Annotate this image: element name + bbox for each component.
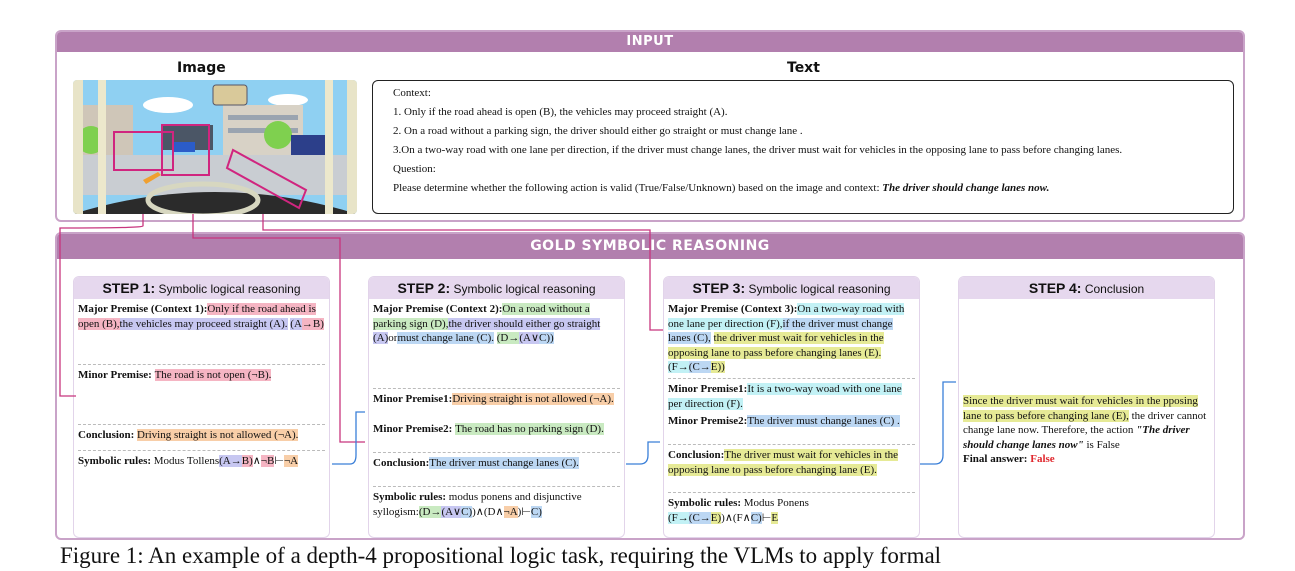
text-segment: (A∨	[519, 332, 540, 344]
text-segment: Since the driver must wait for vehicles in the pposing lane to pass before changing lane (E),	[963, 395, 1198, 422]
step-header	[664, 277, 919, 299]
step-1-card	[73, 276, 330, 538]
reasoning-section	[373, 487, 620, 519]
section-label: Major Premise (Context 2):	[373, 303, 503, 315]
text-segment: (C→	[688, 511, 711, 524]
step-header	[74, 277, 329, 299]
text-segment: Modus Tollens	[153, 455, 220, 467]
step-number: STEP 1:	[102, 280, 156, 296]
step-header	[959, 277, 1214, 299]
gold-header: GOLD SYMBOLIC REASONING	[57, 234, 1243, 259]
section-label: Conclusion:	[668, 449, 725, 461]
text-segment: must change lane (C).	[397, 332, 494, 344]
text-segment: (D→	[496, 332, 520, 344]
question-label: Question:	[393, 163, 436, 175]
text-segment: E	[771, 511, 779, 524]
text-label: Text	[787, 60, 820, 76]
driving-scene-image	[73, 80, 357, 214]
text-segment: The road is not open (¬B).	[154, 369, 272, 381]
step-title: Conclusion	[1084, 282, 1145, 296]
section-label: Minor Premise1:	[373, 393, 453, 405]
text-segment: )∧(F∧	[721, 511, 751, 524]
text-segment: The driver must change lanes (C) .	[747, 415, 900, 427]
final-answer-label: Final answer:	[963, 453, 1031, 465]
context-line: 2. On a road without a parking sign, the driver should either go straight or must change lane .	[393, 125, 803, 137]
text-segment: ∧	[252, 455, 261, 467]
section-label: Minor Premise2:	[373, 423, 456, 435]
text-segment: ¬A	[283, 455, 299, 467]
text-segment: )⊢	[517, 505, 531, 518]
text-segment: Only if the road ahead is open (B),	[78, 303, 316, 330]
section-label: Major Premise (Context 3):	[668, 303, 798, 315]
reasoning-section	[78, 365, 325, 421]
step-number: STEP 3:	[692, 280, 746, 296]
text-segment: The road has no parking sign (D).	[455, 423, 604, 435]
final-answer-value: False	[1030, 453, 1055, 465]
step-number: STEP 4:	[1028, 280, 1082, 296]
section-label: Symbolic rules:	[78, 455, 154, 467]
text-segment: C))	[539, 332, 554, 344]
text-segment: if the driver must change lanes (C),	[668, 317, 893, 344]
text-segment: C)	[750, 511, 762, 524]
step-title: Symbolic logical reasoning	[158, 282, 301, 296]
context-line: 1. Only if the road ahead is open (B), the vehicles may proceed straight (A).	[393, 106, 728, 118]
reasoning-section	[373, 389, 620, 419]
text-segment: ¬A	[503, 505, 518, 518]
reasoning-section	[668, 379, 915, 411]
reasoning-section	[668, 493, 915, 525]
section-label: Conclusion:	[78, 429, 137, 441]
step-number: STEP 2:	[397, 280, 451, 296]
section-label: Minor Premise2:	[668, 415, 748, 427]
reasoning-section	[668, 411, 915, 441]
step-header	[369, 277, 624, 299]
text-segment: E))	[710, 361, 725, 373]
reasoning-section	[373, 299, 620, 385]
text-segment: (C→	[688, 361, 711, 373]
step-title: Symbolic logical reasoning	[748, 282, 891, 296]
context-text-box	[372, 80, 1234, 214]
text-segment: Driving straight is not allowed (¬A).	[137, 429, 299, 441]
text-segment: )∧(D∧	[472, 505, 504, 518]
step-2-card	[368, 276, 625, 538]
text-segment: the driver cannot change lane now. Therefore, the action	[963, 409, 1207, 436]
section-label: Symbolic rules:	[373, 491, 449, 503]
question-action: The driver should change lanes now.	[882, 182, 1050, 194]
figure-caption: Figure 1: An example of a depth-4 propositional logic task, requiring the VLMs to apply formal	[60, 543, 942, 568]
text-segment: the driver should either go straight (A)	[373, 317, 601, 344]
text-segment: E)	[710, 511, 722, 524]
text-segment: or	[388, 332, 398, 344]
context-line: Context:	[393, 87, 431, 99]
text-segment: B)	[241, 455, 253, 467]
text-segment: ⊢	[761, 511, 772, 524]
reasoning-section	[373, 419, 620, 449]
section-label: Symbolic rules:	[668, 497, 744, 509]
text-segment: (D→	[418, 505, 442, 518]
section-label: Major Premise (Context 1):	[78, 303, 208, 315]
question-text	[393, 179, 1213, 198]
text-segment: (A	[290, 317, 302, 330]
reasoning-section	[78, 299, 325, 361]
reasoning-section	[373, 453, 620, 483]
step-title: Symbolic logical reasoning	[453, 282, 596, 296]
context-line: 3.On a two-way road with one lane per direction, if the driver must change lanes, the driver must wait for vehicles in the opposing lane to pass before changing lanes.	[393, 144, 1123, 156]
input-header: INPUT	[57, 32, 1243, 52]
section-label: Conclusion:	[373, 457, 430, 469]
section-label: Minor Premise1:	[668, 383, 748, 395]
text-segment: (F→	[668, 361, 689, 373]
reasoning-section	[668, 299, 915, 375]
text-segment: is False	[1083, 438, 1120, 451]
text-segment: (A∨	[441, 505, 462, 518]
text-segment: the vehicles may proceed straight (A).	[119, 317, 288, 330]
action-quote: "The driver should change lanes now"	[963, 424, 1190, 451]
text-segment: On a road without a parking sign (D),	[373, 303, 590, 330]
text-segment: It is a two-way woad with one lane per direction (F).	[668, 383, 902, 410]
step-4-card	[958, 276, 1215, 538]
reasoning-section	[668, 445, 915, 489]
text-segment: Modus Ponens	[743, 497, 809, 509]
text-segment: On a two-way road with one lane per direction (F),	[668, 303, 905, 330]
question-plain: Please determine whether the following action is valid (True/False/Unknown) based on the image and context:	[393, 182, 883, 194]
text-segment: Driving straight is not allowed (¬A).	[452, 393, 614, 405]
text-segment: (F→	[668, 511, 689, 524]
reasoning-section	[78, 451, 325, 469]
text-segment: C)	[530, 505, 542, 518]
text-segment: C)	[461, 505, 473, 518]
image-label: Image	[177, 60, 226, 76]
section-label: Minor Premise:	[78, 369, 155, 381]
text-segment: →B)	[301, 317, 324, 330]
step-3-card	[663, 276, 920, 538]
text-segment: the driver must wait for vehicles in the opposing lane to pass before changing lanes (E).	[668, 332, 884, 359]
text-segment: modus ponens and disjunctive syllogism:	[373, 491, 582, 518]
text-segment: ⊢	[274, 455, 284, 467]
text-segment: ¬B	[260, 455, 275, 467]
text-segment: The driver must change lanes (C).	[429, 457, 579, 469]
text-segment: The driver must wait for vehicles in the opposing lane to pass before changing lane (E).	[668, 449, 899, 476]
text-segment: (A→	[219, 455, 242, 467]
final-conclusion	[963, 391, 1210, 467]
reasoning-section	[78, 425, 325, 447]
